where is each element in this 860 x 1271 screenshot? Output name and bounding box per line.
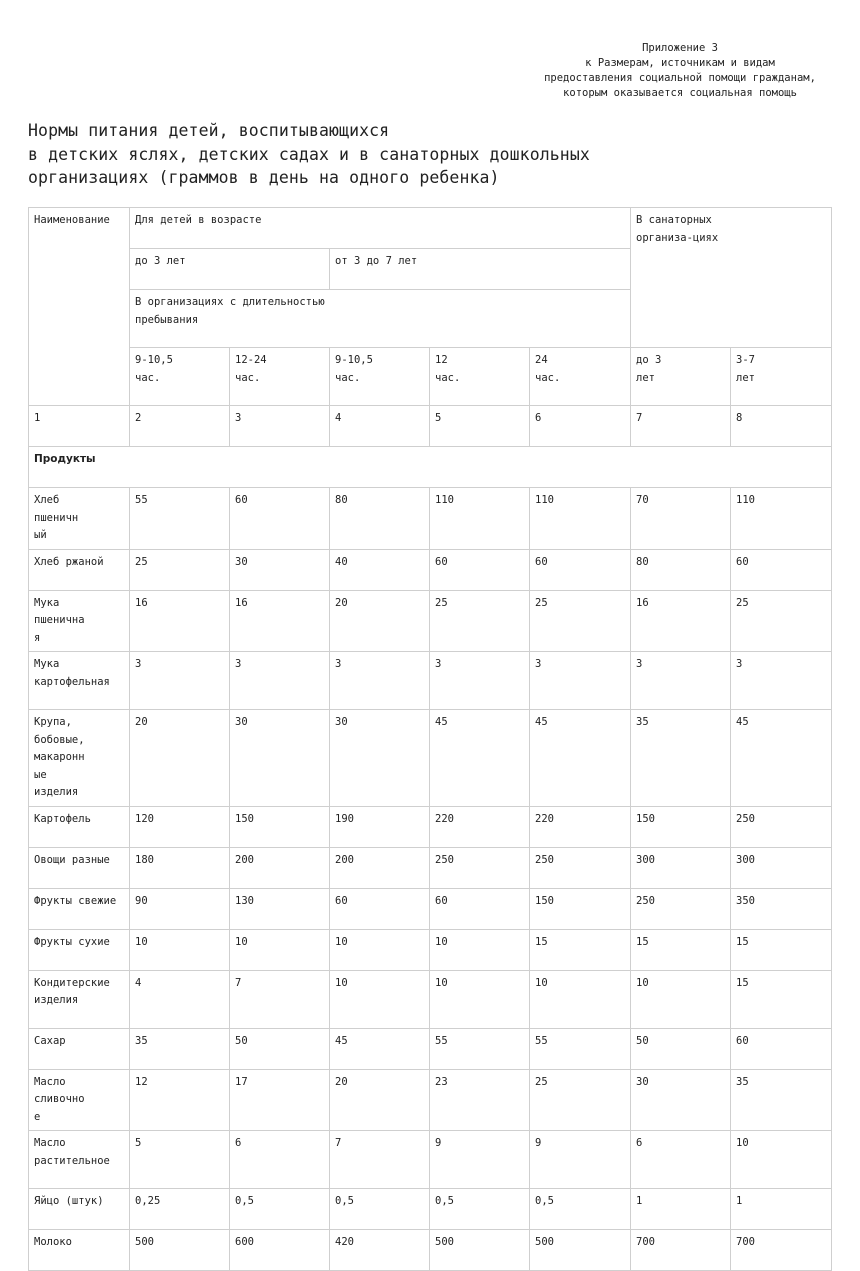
norm-value: 10: [130, 929, 230, 970]
column-number: 2: [130, 406, 230, 447]
norm-value: 250: [731, 806, 832, 847]
norm-value: 25: [530, 590, 631, 652]
norm-value: 10: [530, 970, 631, 1028]
norm-value: 16: [631, 590, 731, 652]
product-name: Масло сливочное: [29, 1069, 130, 1131]
norm-value: 220: [530, 806, 631, 847]
header-name: Наименование: [29, 208, 130, 406]
norm-value: 20: [130, 710, 230, 807]
norm-value: 15: [731, 929, 832, 970]
product-name: Хлеб ржаной: [29, 549, 130, 590]
appendix-line: Приложение 3: [642, 42, 718, 54]
document-title: [28, 119, 590, 190]
norm-value: 110: [530, 488, 631, 550]
column-number: 8: [731, 406, 832, 447]
norm-value: 300: [731, 847, 832, 888]
norm-value: 10: [330, 929, 430, 970]
product-name: Картофель: [29, 806, 130, 847]
norm-value: 90: [130, 888, 230, 929]
norm-value: 190: [330, 806, 430, 847]
norm-value: 9: [530, 1131, 631, 1189]
norm-value: 3: [530, 652, 631, 710]
title-line: организациях (граммов в день на одного ребенка): [28, 168, 500, 187]
norm-value: 45: [330, 1028, 430, 1069]
norm-value: 3: [430, 652, 530, 710]
norm-value: 60: [330, 888, 430, 929]
norm-value: 25: [530, 1069, 631, 1131]
column-number: 6: [530, 406, 631, 447]
norm-value: 0,25: [130, 1189, 230, 1230]
norm-value: 30: [230, 549, 330, 590]
norm-value: 10: [430, 970, 530, 1028]
norm-value: 0,5: [530, 1189, 631, 1230]
table-row: [29, 1069, 832, 1131]
product-name: Овощи разные: [29, 847, 130, 888]
norm-value: 0,5: [430, 1189, 530, 1230]
table-row: [29, 806, 832, 847]
norm-value: 45: [731, 710, 832, 807]
table-row: [29, 1230, 832, 1271]
norm-value: 500: [530, 1230, 631, 1271]
norm-value: 45: [530, 710, 631, 807]
appendix-line: которым оказывается социальная помощь: [563, 87, 797, 99]
norm-value: 500: [430, 1230, 530, 1271]
norm-value: 150: [230, 806, 330, 847]
appendix-note: [530, 41, 830, 101]
column-number: 4: [330, 406, 430, 447]
table-row: [29, 929, 832, 970]
norm-value: 600: [230, 1230, 330, 1271]
norm-value: 35: [631, 710, 731, 807]
norm-value: 200: [230, 847, 330, 888]
appendix-line: предоставления социальной помощи гражданам,: [544, 72, 816, 84]
column-number: 1: [29, 406, 130, 447]
product-name: Мука картофельная: [29, 652, 130, 710]
norm-value: 1: [631, 1189, 731, 1230]
header-sub: 9-10,5 час.: [330, 348, 430, 406]
norm-value: 110: [731, 488, 832, 550]
norm-value: 700: [731, 1230, 832, 1271]
norm-value: 80: [631, 549, 731, 590]
norm-value: 180: [130, 847, 230, 888]
norm-value: 55: [130, 488, 230, 550]
title-line: в детских яслях, детских садах и в санаторных дошкольных: [28, 144, 590, 164]
norm-value: 500: [130, 1230, 230, 1271]
column-number: 3: [230, 406, 330, 447]
header-sub: 12 час.: [430, 348, 530, 406]
norm-value: 250: [430, 847, 530, 888]
norm-value: 60: [731, 1028, 832, 1069]
table-row: [29, 652, 832, 710]
norm-value: 3: [330, 652, 430, 710]
norm-value: 30: [631, 1069, 731, 1131]
norm-value: 700: [631, 1230, 731, 1271]
norm-value: 6: [631, 1131, 731, 1189]
norm-value: 17: [230, 1069, 330, 1131]
norm-value: 50: [631, 1028, 731, 1069]
norm-value: 110: [430, 488, 530, 550]
norm-value: 15: [731, 970, 832, 1028]
header-row: [29, 348, 832, 406]
norm-value: 70: [631, 488, 731, 550]
norm-value: 10: [330, 970, 430, 1028]
section-row: [29, 447, 832, 488]
section-title: Продукты: [29, 447, 832, 488]
product-name: Мука пшеничная: [29, 590, 130, 652]
header-sub: 24 час.: [530, 348, 631, 406]
norm-value: 35: [130, 1028, 230, 1069]
header-sub: 3-7 лет: [731, 348, 832, 406]
norm-value: 6: [230, 1131, 330, 1189]
product-name: Масло растительное: [29, 1131, 130, 1189]
table-row: [29, 847, 832, 888]
product-name: Сахар: [29, 1028, 130, 1069]
norm-value: 10: [430, 929, 530, 970]
nutrition-norms-table: [28, 207, 832, 1271]
norm-value: 1: [731, 1189, 832, 1230]
table-row: [29, 549, 832, 590]
norm-value: 25: [430, 590, 530, 652]
header-sub: 12-24 час.: [230, 348, 330, 406]
norm-value: 150: [530, 888, 631, 929]
norm-value: 9: [430, 1131, 530, 1189]
norm-value: 7: [230, 970, 330, 1028]
product-name: Кондитерские изделия: [29, 970, 130, 1028]
norm-value: 0,5: [230, 1189, 330, 1230]
norm-value: 3: [130, 652, 230, 710]
norm-value: 16: [230, 590, 330, 652]
norm-value: 25: [130, 549, 230, 590]
header-age-group: Для детей в возрасте: [130, 208, 631, 249]
norm-value: 7: [330, 1131, 430, 1189]
norm-value: 20: [330, 590, 430, 652]
norm-value: 420: [330, 1230, 430, 1271]
header-under-3: до 3 лет: [130, 249, 330, 290]
norm-value: 15: [631, 929, 731, 970]
header-3-to-7: от 3 до 7 лет: [330, 249, 631, 290]
header-sub: до 3 лет: [631, 348, 731, 406]
table-row: [29, 970, 832, 1028]
product-name: Яйцо (штук): [29, 1189, 130, 1230]
table-row: [29, 710, 832, 807]
norm-value: 250: [631, 888, 731, 929]
column-number: 7: [631, 406, 731, 447]
table-row: [29, 1189, 832, 1230]
product-name: Фрукты свежие: [29, 888, 130, 929]
norm-value: 4: [130, 970, 230, 1028]
norm-value: 16: [130, 590, 230, 652]
header-sub: 9-10,5 час.: [130, 348, 230, 406]
norm-value: 60: [530, 549, 631, 590]
header-sanatorium: В санаторных организа-циях: [631, 208, 832, 348]
norm-value: 150: [631, 806, 731, 847]
norm-value: 0,5: [330, 1189, 430, 1230]
norm-value: 55: [430, 1028, 530, 1069]
norm-value: 5: [130, 1131, 230, 1189]
norm-value: 12: [130, 1069, 230, 1131]
norm-value: 55: [530, 1028, 631, 1069]
norm-value: 130: [230, 888, 330, 929]
column-number-row: [29, 406, 832, 447]
header-duration: В организациях с длительностью пребывания: [130, 290, 631, 348]
norm-value: 3: [631, 652, 731, 710]
table-row: [29, 1131, 832, 1189]
table-row: [29, 888, 832, 929]
norm-value: 200: [330, 847, 430, 888]
norm-value: 250: [530, 847, 631, 888]
norm-value: 80: [330, 488, 430, 550]
norm-value: 15: [530, 929, 631, 970]
norm-value: 10: [731, 1131, 832, 1189]
norm-value: 23: [430, 1069, 530, 1131]
table-row: [29, 1028, 832, 1069]
norm-value: 300: [631, 847, 731, 888]
norm-value: 60: [731, 549, 832, 590]
norm-value: 3: [230, 652, 330, 710]
norm-value: 40: [330, 549, 430, 590]
norm-value: 35: [731, 1069, 832, 1131]
norm-value: 60: [430, 549, 530, 590]
norm-value: 10: [631, 970, 731, 1028]
appendix-line: к Размерам, источникам и видам: [585, 57, 775, 69]
norm-value: 25: [731, 590, 832, 652]
norm-value: 350: [731, 888, 832, 929]
product-name: Фрукты сухие: [29, 929, 130, 970]
header-row: [29, 208, 832, 249]
norm-value: 60: [230, 488, 330, 550]
norm-value: 220: [430, 806, 530, 847]
column-number: 5: [430, 406, 530, 447]
norm-value: 45: [430, 710, 530, 807]
product-name: Крупа, бобовые, макаронные изделия: [29, 710, 130, 807]
table-row: [29, 488, 832, 550]
norm-value: 30: [330, 710, 430, 807]
norm-value: 20: [330, 1069, 430, 1131]
table-row: [29, 590, 832, 652]
norm-value: 50: [230, 1028, 330, 1069]
norm-value: 10: [230, 929, 330, 970]
norm-value: 30: [230, 710, 330, 807]
product-name: Молоко: [29, 1230, 130, 1271]
norm-value: 3: [731, 652, 832, 710]
norm-value: 60: [430, 888, 530, 929]
product-name: Хлеб пшеничный: [29, 488, 130, 550]
norm-value: 120: [130, 806, 230, 847]
title-line: Нормы питания детей, воспитывающихся: [28, 121, 390, 140]
